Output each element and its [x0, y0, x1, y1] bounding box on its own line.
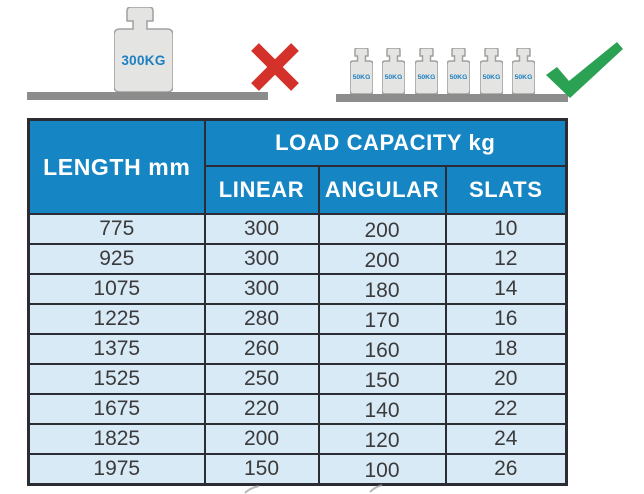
weight-50kg-label: 50KG — [514, 74, 533, 81]
cell-length: 1225 — [29, 304, 205, 334]
cell-length: 1375 — [29, 334, 205, 364]
cell-angular: 200 — [319, 214, 446, 244]
header-slats: SLATS — [446, 166, 567, 214]
weight-50kg-label: 50KG — [352, 74, 371, 81]
load-capacity-table — [27, 118, 568, 486]
cell-linear: 300 — [205, 214, 319, 244]
load-distribution-illustration — [0, 0, 644, 118]
header-load-capacity: LOAD CAPACITY kg — [205, 120, 567, 167]
weight-50kg — [382, 48, 405, 94]
cell-slats: 12 — [446, 244, 567, 274]
table-row — [29, 214, 567, 244]
cell-slats: 16 — [446, 304, 567, 334]
weight-50kg-label: 50KG — [417, 74, 436, 81]
cell-length: 1075 — [29, 274, 205, 304]
weight-50kg — [480, 48, 503, 94]
cell-length: 775 — [29, 214, 205, 244]
cell-angular: 140 — [319, 394, 446, 424]
cell-length: 1675 — [29, 394, 205, 424]
weight-50kg — [415, 48, 438, 94]
weight-50kg — [447, 48, 470, 94]
cropped-artifact-marks — [240, 482, 390, 494]
cell-slats: 10 — [446, 214, 567, 244]
cell-slats: 14 — [446, 274, 567, 304]
table-row — [29, 244, 567, 274]
cell-angular: 100 — [319, 454, 446, 485]
table-header-row — [29, 120, 567, 167]
weight-50kg-label: 50KG — [449, 74, 468, 81]
cell-angular: 120 — [319, 424, 446, 454]
cell-slats: 18 — [446, 334, 567, 364]
cell-slats: 24 — [446, 424, 567, 454]
weight-300kg-label: 300KG — [121, 53, 166, 68]
weight-50kg-label: 50KG — [482, 74, 501, 81]
cell-linear: 300 — [205, 274, 319, 304]
cell-linear: 250 — [205, 364, 319, 394]
cell-length: 1825 — [29, 424, 205, 454]
cell-linear: 260 — [205, 334, 319, 364]
shelf-right — [336, 94, 568, 102]
table-row — [29, 394, 567, 424]
cell-slats: 22 — [446, 394, 567, 424]
cell-length: 1525 — [29, 364, 205, 394]
cell-linear: 150 — [205, 454, 319, 485]
cell-length: 1975 — [29, 454, 205, 485]
table-row — [29, 274, 567, 304]
shelf-left — [27, 92, 268, 100]
table-row — [29, 334, 567, 364]
cell-length: 925 — [29, 244, 205, 274]
header-length-mm: LENGTH mm — [29, 120, 205, 215]
cell-slats: 20 — [446, 364, 567, 394]
cross-icon — [250, 42, 300, 92]
weight-50kg-label: 50KG — [384, 74, 403, 81]
cell-angular: 160 — [319, 334, 446, 364]
cell-slats: 26 — [446, 454, 567, 485]
weight-50kg — [512, 48, 535, 94]
cell-angular: 200 — [319, 244, 446, 274]
table-row — [29, 364, 567, 394]
cell-angular: 170 — [319, 304, 446, 334]
cell-angular: 180 — [319, 274, 446, 304]
header-angular: ANGULAR — [319, 166, 446, 214]
table-row — [29, 424, 567, 454]
table-row — [29, 304, 567, 334]
header-linear: LINEAR — [205, 166, 319, 214]
cell-linear: 220 — [205, 394, 319, 424]
cell-linear: 200 — [205, 424, 319, 454]
cell-angular: 150 — [319, 364, 446, 394]
cell-linear: 280 — [205, 304, 319, 334]
weight-50kg — [350, 48, 373, 94]
weight-300kg — [114, 7, 173, 92]
check-icon — [546, 42, 624, 98]
cell-linear: 300 — [205, 244, 319, 274]
table-row — [29, 454, 567, 485]
